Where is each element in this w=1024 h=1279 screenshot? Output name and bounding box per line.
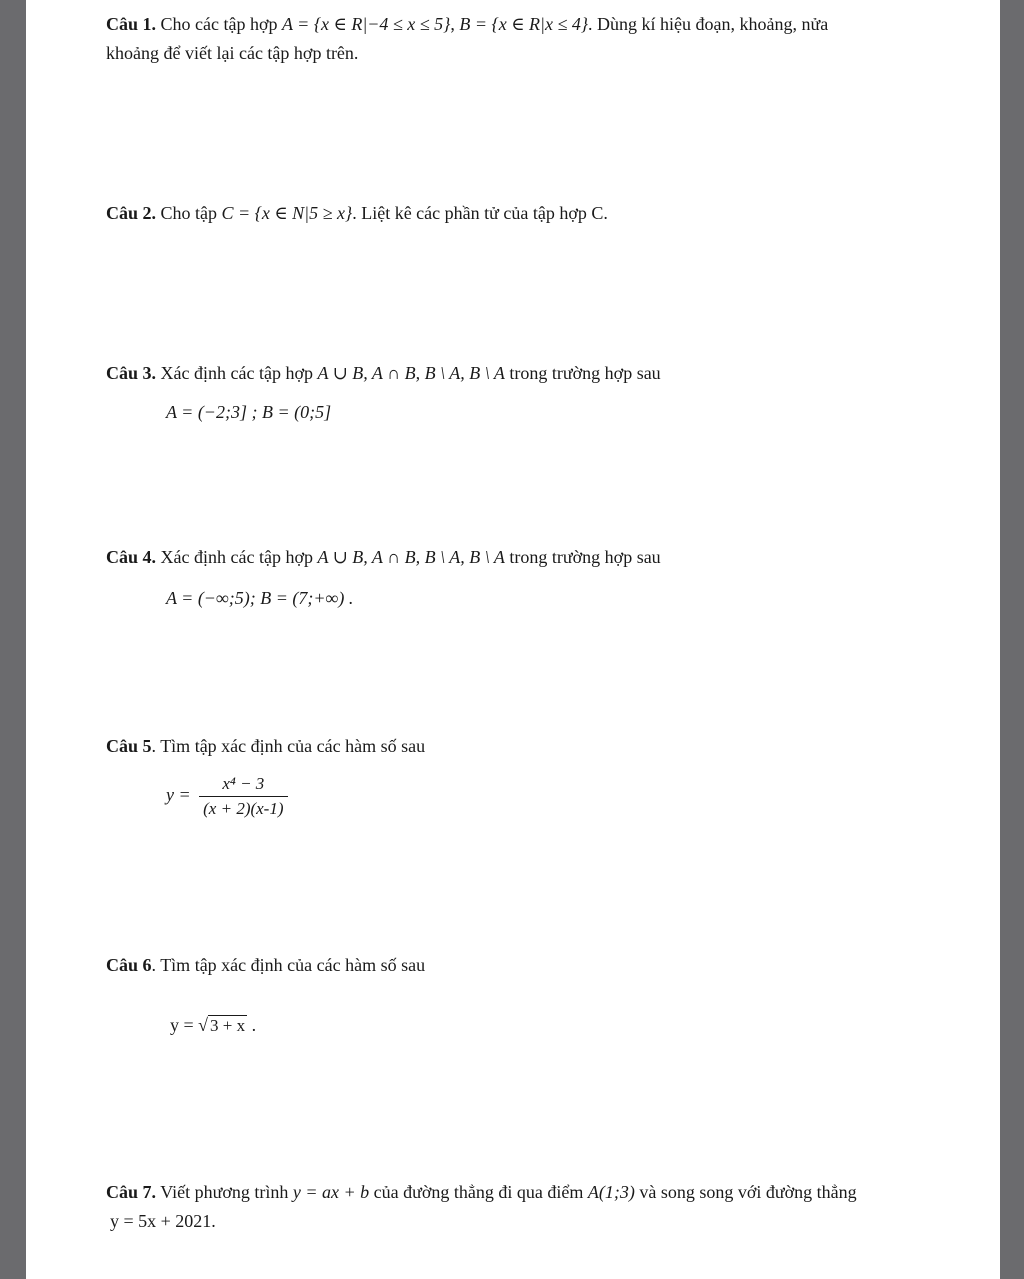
question-4-label: Câu 4. xyxy=(106,547,157,567)
question-1 xyxy=(106,10,828,68)
parallel-line-equation: y = 5x + 2021. xyxy=(110,1211,216,1231)
function-lhs: y = xyxy=(166,784,191,805)
question-1-line-2: khoảng để viết lại các tập hợp trên. xyxy=(106,43,359,63)
question-4-tail: trong trường hợp sau xyxy=(504,547,661,567)
question-5-formula xyxy=(166,774,288,819)
question-1-tail: . Dùng kí hiệu đoạn, khoảng, nửa xyxy=(588,14,829,34)
set-b-definition: B = {x ∈ R|x ≤ 4} xyxy=(459,14,589,34)
radical-sign: √ xyxy=(198,1015,209,1035)
question-4-intro: Xác định các tập hợp xyxy=(156,547,318,567)
question-5-tail: . Tìm tập xác định của các hàm số sau xyxy=(151,736,426,756)
set-operations: A ∪ B, A ∩ B, B \ A, B \ A xyxy=(317,363,505,383)
question-7 xyxy=(106,1178,857,1236)
square-root xyxy=(198,1015,247,1036)
question-4 xyxy=(106,543,661,572)
question-3 xyxy=(106,359,661,388)
set-a-definition: A = {x ∈ R|−4 ≤ x ≤ 5} xyxy=(282,14,451,34)
question-6-label: Câu 6 xyxy=(106,955,152,975)
fraction xyxy=(199,774,287,819)
question-3-tail: trong trường hợp sau xyxy=(504,363,661,383)
comma: , xyxy=(450,14,460,34)
question-7-tail: và song song với đường thẳng xyxy=(634,1182,857,1202)
question-5 xyxy=(106,732,425,761)
question-7-mid: của đường thẳng đi qua điểm xyxy=(369,1182,588,1202)
radicand: 3 + x xyxy=(210,1016,246,1035)
fraction-denominator: (x + 2)(x-1) xyxy=(203,799,284,818)
question-7-intro: Viết phương trình xyxy=(156,1182,293,1202)
document-page xyxy=(26,0,1000,1279)
question-2-label: Câu 2. xyxy=(106,203,157,223)
set-operations: A ∪ B, A ∩ B, B \ A, B \ A xyxy=(317,547,505,567)
question-7-label: Câu 7. xyxy=(106,1182,157,1202)
question-6 xyxy=(106,951,425,980)
point-a: A(1;3) xyxy=(587,1182,635,1202)
question-2-tail: . Liệt kê các phần tử của tập hợp C. xyxy=(352,203,608,223)
question-2 xyxy=(106,199,608,228)
question-3-formula: A = (−2;3] ; B = (0;5] xyxy=(166,402,332,422)
question-3-intro: Xác định các tập hợp xyxy=(156,363,318,383)
set-c-definition: C = {x ∈ N|5 ≥ x} xyxy=(221,203,353,223)
function-lhs: y = xyxy=(170,1015,194,1035)
question-4-formula: A = (−∞;5); B = (7;+∞) . xyxy=(166,588,354,608)
formula-end: . xyxy=(247,1015,257,1035)
question-1-label: Câu 1. xyxy=(106,14,157,34)
line-equation: y = ax + b xyxy=(292,1182,370,1202)
question-6-formula xyxy=(170,1015,256,1036)
question-1-intro: Cho các tập hợp xyxy=(156,14,282,34)
question-3-label: Câu 3. xyxy=(106,363,157,383)
question-5-label: Câu 5 xyxy=(106,736,152,756)
fraction-numerator: x⁴ − 3 xyxy=(199,774,287,797)
question-6-tail: . Tìm tập xác định của các hàm số sau xyxy=(151,955,426,975)
question-2-intro: Cho tập xyxy=(156,203,222,223)
